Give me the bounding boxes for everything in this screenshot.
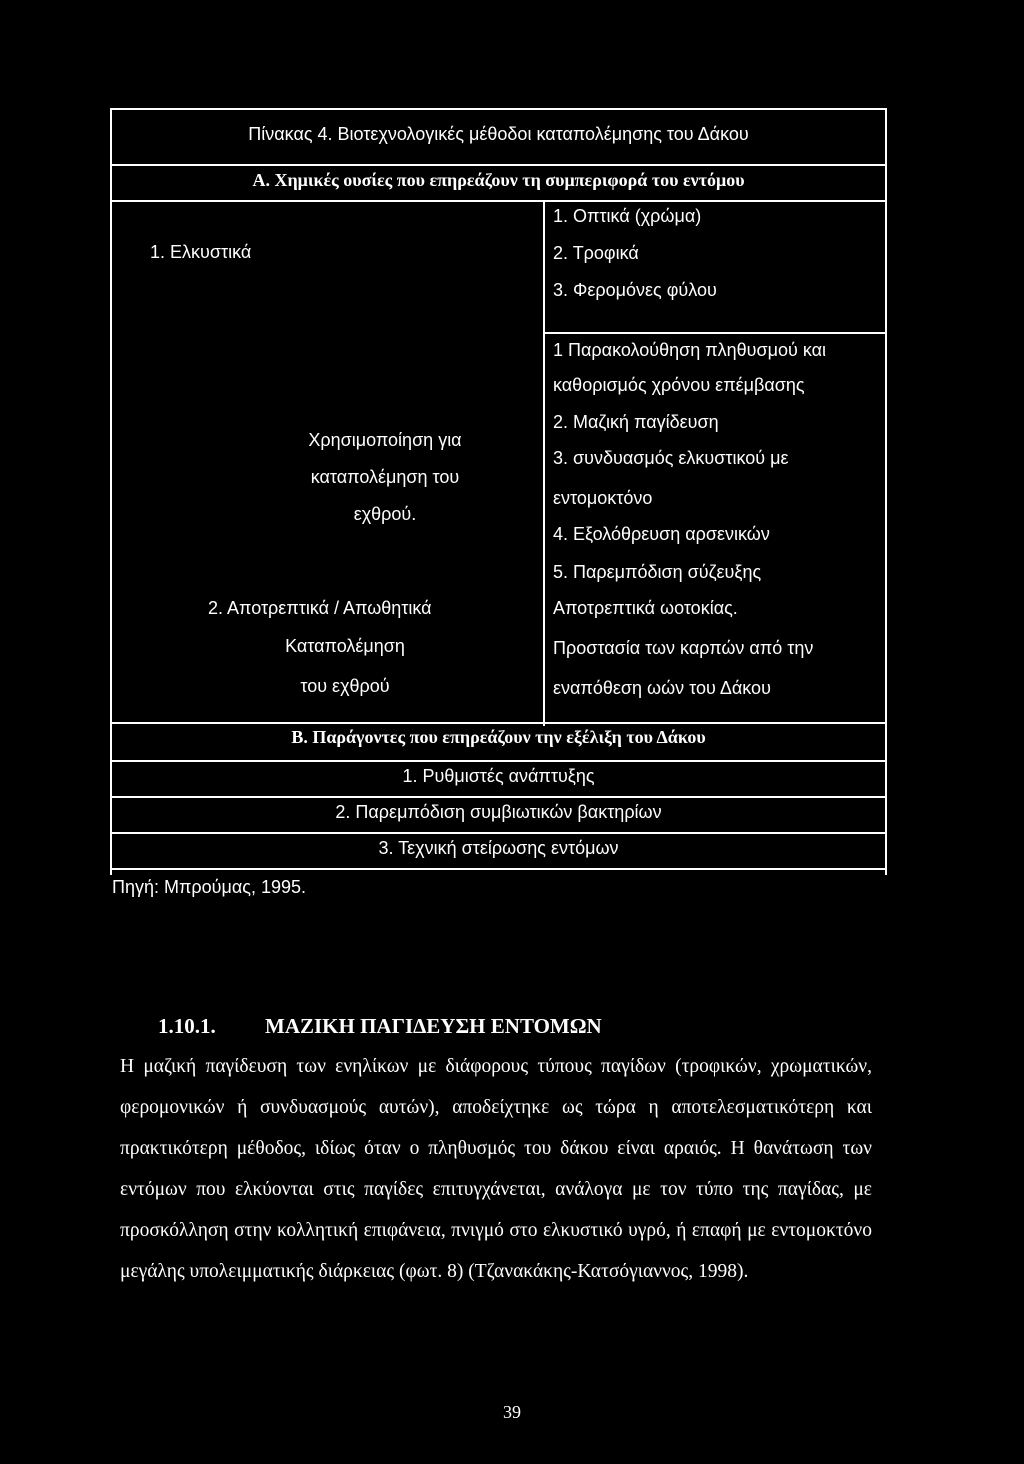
section-b-item: 2. Παρεμπόδιση συμβιωτικών βακτηρίων — [335, 802, 662, 822]
row2-right-line: 2. Μαζική παγίδευση — [553, 412, 719, 432]
row4-left-line: Καταπολέμηση — [285, 636, 405, 656]
row2-left-line: καταπολέμηση του — [310, 467, 460, 487]
table-caption: Πίνακας 4. Βιοτεχνολογικές μέθοδοι καταπολέμησης του Δάκου — [248, 124, 749, 144]
page-number: 39 — [503, 1402, 521, 1422]
section-b-item: 3. Τεχνική στείρωσης εντόμων — [378, 838, 619, 858]
row3-right-cell: Αποτρεπτικά ωοτοκίας. — [553, 598, 738, 618]
row1-right-item: 1. Οπτικά (χρώμα) — [553, 206, 702, 226]
table-source: Πηγή: Μπρούμας, 1995. — [112, 877, 307, 897]
section-b-heading: Β. Παράγοντες που επηρεάζουν την εξέλιξη του Δάκου — [291, 727, 706, 747]
body-text: Η μαζική παγίδευση των ενηλίκων με διάφορους τύπους παγίδων (τροφικών, χρωματικών, φερομονικών ή συνδυασμούς αυτών), αποδείχτηκε ως τώρα η αποτελεσματικότερη και πρακτικότερη μέθοδος, ιδίως όταν ο πληθυσμός του δάκου είναι αραιός. Η θανάτωση των εντόμων που ελκύονται στις παγίδες επιτυγχάνεται, ανάλογα με τον τύπο της παγίδας, με προσκόλληση στην κολλητική επιφάνεια, πνιγμό στο ελκυστικό υγρό, ή επαφή με εντομοκτόνο μεγάλης υπολειμματικής διάρκειας (φωτ. 8) (Τζανακάκης-Κατσόγιαννος, 1998). — [120, 1056, 872, 1282]
row1-right-item: 3. Φερομόνες φύλου — [553, 280, 717, 300]
row1-left-cell: 1. Ελκυστικά — [150, 242, 252, 262]
row2-right-line: καθορισμός χρόνου επέμβασης — [553, 375, 805, 395]
row2-right-line: 3. συνδυασμός ελκυστικού με — [553, 448, 789, 468]
row4-left-line: του εχθρού — [300, 676, 390, 696]
section-title: ΜΑΖΙΚΗ ΠΑΓΙΔΕΥΣΗ ΕΝΤΟΜΩΝ — [265, 1014, 602, 1038]
section-a-heading: Α. Χημικές ουσίες που επηρεάζουν τη συμπεριφορά του εντόμου — [252, 170, 745, 190]
row4-right-line: εναπόθεση ωών του Δάκου — [553, 678, 771, 698]
body-paragraph — [120, 1046, 872, 1292]
row2-right-line: 5. Παρεμπόδιση σύζευξης — [553, 562, 762, 582]
row3-left-cell: 2. Αποτρεπτικά / Απωθητικά — [208, 598, 432, 618]
row4-right-line: Προστασία των καρπών από την — [553, 638, 814, 658]
row2-right-line: εντομοκτόνο — [553, 488, 653, 508]
section-number: 1.10.1. — [158, 1014, 216, 1038]
row2-left-line: Χρησιμοποίηση για — [308, 430, 462, 450]
section-b-item: 1. Ρυθμιστές ανάπτυξης — [402, 766, 595, 786]
row2-right-line: 1 Παρακολούθηση πληθυσμού και — [553, 340, 827, 360]
row1-right-item: 2. Τροφικά — [553, 243, 639, 263]
row2-right-line: 4. Εξολόθρευση αρσενικών — [553, 524, 770, 544]
row2-left-line: εχθρού. — [353, 504, 417, 524]
